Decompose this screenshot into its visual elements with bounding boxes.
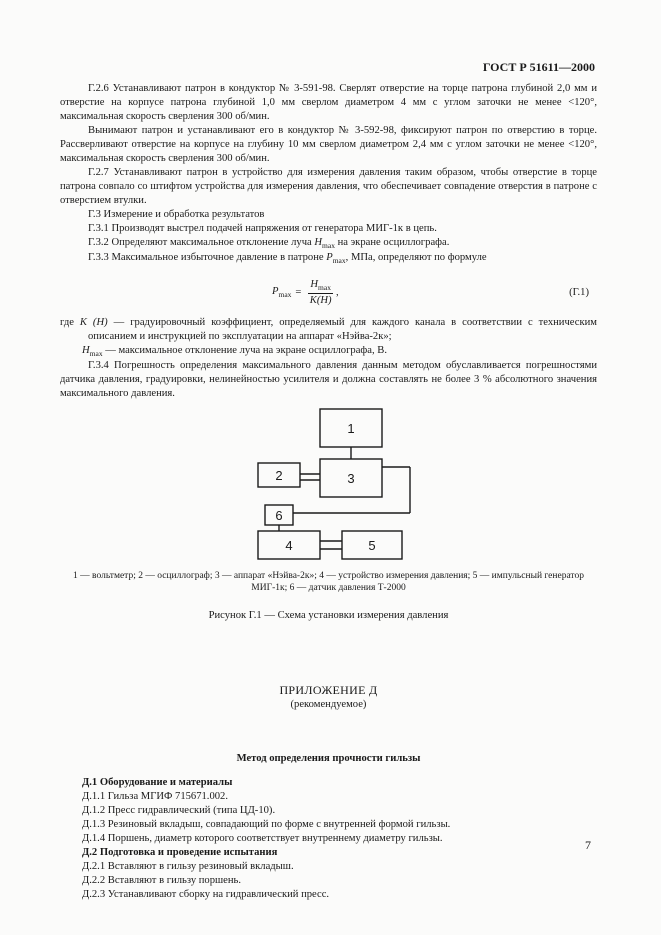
definition-k: где K (H) — градуировочный коэффициент, определяемый для каждого канала в соответствии с техническим описанием и инструкцией по эксплуатации на аппарат «Нэйва-2к»; — [60, 316, 597, 342]
scheme-svg — [60, 407, 597, 562]
definition-h: $H_{max}$ — максимальное отклонение луча на экране осциллографа, В. — [82, 344, 388, 358]
list-item: Д.1.1 Гильза МГИФ 715671.002. — [82, 791, 228, 803]
block-6-label: 6 — [275, 507, 283, 523]
list-item: Д.2.2 Вставляют в гильзу поршень. — [82, 875, 242, 887]
section-heading: Д.1 Оборудование и материалы — [82, 777, 233, 789]
section-heading: Д.2 Подготовка и проведение испытания — [82, 847, 278, 859]
formula-definitions — [60, 316, 597, 359]
measurement-scheme-diagram — [60, 407, 597, 562]
paragraph-g3: Г.3 Измерение и обработка результатов — [88, 208, 265, 220]
block-4-label: 4 — [285, 537, 293, 553]
page-number: 7 — [585, 838, 591, 852]
list-item: Д.1.2 Пресс гидравлический (типа ЦД-10). — [82, 805, 276, 817]
block-2-label: 2 — [275, 467, 283, 483]
appendix-title: ПРИЛОЖЕНИЕ Д — [279, 682, 378, 697]
list-item: Д.1.3 Резиновый вкладыш, совпадающий по форме с внутренней формой гильзы. — [82, 819, 451, 831]
method-title: Метод определения прочности гильзы — [236, 753, 421, 765]
paragraph-g32: Г.3.2 Определяют максимальное отклонение луча $H_{max}$ на экране осциллографа. — [88, 236, 450, 250]
appendix-items — [60, 776, 597, 902]
paragraph-g26b: Вынимают патрон и устанавливают его в кондуктор № 3-592-98, фиксируют патрон по отверстию в торце. Рассверливают отверстие на корпусе на глубину 10 мм сверлом диаметром 2,4 мм с углом заточки не менее <120°, максимальная скорость сверления 300 об/мин. — [60, 124, 597, 164]
list-item: Д.1.4 Поршень, диаметр которого соответствует внутреннему диаметру гильзы. — [82, 833, 443, 845]
figure-caption: 1 — вольтметр; 2 — осциллограф; 3 — аппарат «Нэйва-2к»; 4 — устройство измерения давления; 5 — импульсный генератор МИГ-1к; 6 — датчик давления Т-2000 — [73, 570, 584, 594]
list-item: Д.2.3 Устанавливают сборку на гидравлический пресс. — [82, 889, 330, 901]
paragraph-g34: Г.3.4 Погрешность определения максимального давления данным методом обуславливается погрешностями датчика давления, градуировки, нелинейностью усилителя и должна составлять не более 3 % абсолютного значения максимального давления. — [60, 359, 597, 399]
paragraph-g27: Г.2.7 Устанавливают патрон в устройство для измерения давления таким образом, чтобы отверстие в торце патрона совпало со штифтом устройства для измерения давления, что обеспечивает совпадение отверстия в патроне с отверстием втулки. — [60, 166, 597, 206]
formula-number: (Г.1) — [569, 286, 589, 298]
paragraph-g26: Г.2.6 Устанавливают патрон в кондуктор № 3-591-98. Сверлят отверстие на торце патрона глубиной 2,0 мм и отверстие на корпусе патрона глубиной 1,0 мм сверлом диаметром 4 мм с углом заточки не менее <120°, максимальная скорость сверления 300 об/мин. — [60, 83, 597, 122]
figure-title: Рисунок Г.1 — Схема установки измерения давления — [208, 609, 449, 621]
list-item: Д.2.1 Вставляют в гильзу резиновый вкладыш. — [82, 861, 294, 873]
paragraph-g31: Г.3.1 Производят выстрел подачей напряжения от генератора МИГ-1к в цепь. — [88, 222, 437, 234]
page-header: ГОСТ Р 51611—2000 — [482, 60, 595, 74]
formula-g1: $P_{max}$ = $\frac{H_{max}}{K(H)}$ , (Г.1) — [272, 278, 589, 306]
fraction: $\frac{H_{max}}{K(H)}$ — [309, 278, 332, 306]
appendix-subtitle: (рекомендуемое) — [290, 699, 367, 711]
block-3-label: 3 — [347, 470, 355, 486]
block-5-label: 5 — [368, 537, 376, 553]
block-1-label: 1 — [347, 420, 355, 436]
page-body — [60, 82, 597, 902]
paragraph-g33: Г.3.3 Максимальное избыточное давление в патроне $P_{max}$, МПа, определяют по формуле — [88, 251, 487, 265]
